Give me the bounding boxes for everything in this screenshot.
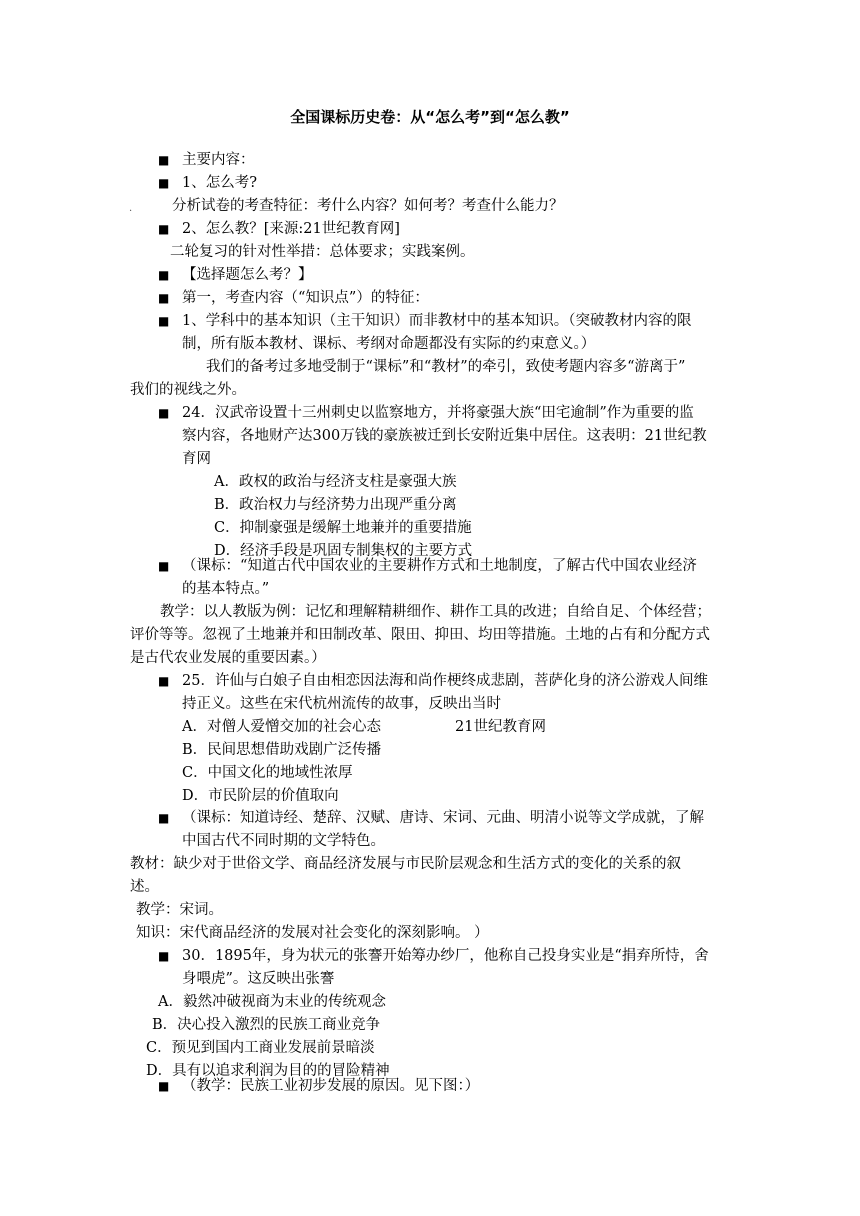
curriculum-note: （课标：“知道古代中国农业的主要耕作方式和土地制度，了解古代中国农业经济 bbox=[182, 558, 697, 574]
option-a: A．政权的政治与经济支柱是豪强大族 bbox=[214, 474, 457, 490]
source-tag: 21世纪教育网 bbox=[455, 719, 546, 735]
text-line: 主要内容： bbox=[182, 152, 255, 168]
text-line: 分析试卷的考查特征：考什么内容？如何考？考查什么能力？ bbox=[172, 198, 564, 214]
question-25-stem: 持正义。这些在宋代杭州流传的故事，反映出当时 bbox=[182, 696, 501, 712]
text-line: 【选择题怎么考？】 bbox=[182, 267, 313, 283]
question-24-stem: 24．汉武帝设置十三州刺史以监察地方，并将豪强大族“田宅逾制”作为重要的监 bbox=[182, 405, 694, 421]
text-line: 第一，考查内容（“知识点”）的特征： bbox=[182, 290, 429, 306]
bullet-marker: ■ bbox=[158, 1079, 170, 1093]
teaching-note: 教学：宋词。 bbox=[136, 902, 223, 918]
option-d: D．经济手段是巩固专制集权的主要方式 bbox=[214, 543, 473, 559]
bullet-marker: ■ bbox=[158, 811, 170, 825]
teaching-note: 评价等等。忽视了土地兼并和田制改革、限田、抑田、均田等措施。土地的占有和分配方式 bbox=[130, 627, 710, 643]
question-25-stem: 25．许仙与白娘子自由相恋因法海和尚作梗终成悲剧，菩萨化身的济公游戏人间维 bbox=[182, 673, 708, 689]
curriculum-note: 中国古代不同时期的文学特色。 bbox=[182, 833, 385, 849]
option-d: D．具有以追求利润为目的的冒险精神 bbox=[146, 1063, 390, 1079]
curriculum-note: 的基本特点。” bbox=[182, 581, 270, 597]
bullet-marker: ■ bbox=[158, 153, 170, 167]
option-b: B．政治权力与经济势力出现严重分离 bbox=[214, 497, 457, 513]
page-title: 全国课标历史卷：从“怎么考”到“怎么教” bbox=[290, 108, 570, 126]
curriculum-note: （课标：知道诗经、楚辞、汉赋、唐诗、宋词、元曲、明清小说等文学成就，了解 bbox=[182, 810, 704, 826]
teaching-note: 教学：以人教版为例：记忆和理解精耕细作、耕作工具的改进；自给自足、个体经营； bbox=[160, 604, 711, 620]
text-line: 二轮复习的针对性举措：总体要求；实践案例。 bbox=[170, 244, 475, 260]
bullet-marker: ■ bbox=[158, 949, 170, 963]
option-c: C．中国文化的地域性浓厚 bbox=[182, 765, 353, 781]
textbook-note: 教材：缺少对于世俗文学、商品经济发展与市民阶层观念和生活方式的变化的关系的叙 bbox=[130, 856, 681, 872]
option-c: C．抑制豪强是缓解土地兼并的重要措施 bbox=[214, 520, 472, 536]
question-24-stem: 育网 bbox=[182, 451, 211, 467]
text-line: 2、怎么教？[来源:21世纪教育网] bbox=[182, 221, 400, 237]
bullet-marker: ■ bbox=[158, 176, 170, 190]
bullet-marker: ■ bbox=[158, 268, 170, 282]
teaching-note: 是古代农业发展的重要因素。） bbox=[130, 650, 326, 666]
option-a: A．毅然冲破视商为末业的传统观念 bbox=[158, 994, 386, 1010]
knowledge-note: 知识：宋代商品经济的发展对社会变化的深刻影响。 ） bbox=[136, 925, 489, 941]
text-line: 1、怎么考? bbox=[182, 175, 257, 191]
bullet-marker: ■ bbox=[158, 222, 170, 236]
bullet-marker: ■ bbox=[158, 314, 170, 328]
stray-dot: . bbox=[129, 203, 133, 214]
teaching-note: （教学：民族工业初步发展的原因。见下图：） bbox=[182, 1078, 480, 1094]
bullet-marker: ■ bbox=[158, 559, 170, 573]
question-24-stem: 察内容，各地财产达300万钱的豪族被迁到长安附近集中居住。这表明：21世纪教 bbox=[182, 428, 707, 444]
question-30-stem: 身喂虎”。这反映出张謇 bbox=[182, 971, 335, 987]
question-30-stem: 30．1895年，身为状元的张謇开始筹办纱厂，他称自己投身实业是“捐弃所恃，舍 bbox=[182, 948, 709, 964]
text-line: 制，所有版本教材、课标、考纲对命题都没有实际的约束意义。） bbox=[182, 336, 596, 352]
bullet-marker: ■ bbox=[158, 406, 170, 420]
option-b: B．民间思想借助戏剧广泛传播 bbox=[182, 742, 382, 758]
text-line: 我们的视线之外。 bbox=[130, 382, 246, 398]
option-d: D．市民阶层的价值取向 bbox=[182, 788, 339, 804]
option-b: B．决心投入激烈的民族工商业竞争 bbox=[152, 1017, 381, 1033]
text-line: 我们的备考过多地受制于“课标”和“教材”的牵引，致使考题内容多“游离于” bbox=[206, 359, 686, 375]
text-line: 1、学科中的基本知识（主干知识）而非教材中的基本知识。（突破教材内容的限 bbox=[182, 313, 692, 329]
option-a: A．对僧人爱憎交加的社会心态 bbox=[182, 719, 381, 735]
option-c: C．预见到国内工商业发展前景暗淡 bbox=[146, 1040, 375, 1056]
bullet-marker: ■ bbox=[158, 674, 170, 688]
textbook-note: 述。 bbox=[130, 879, 159, 895]
bullet-marker: ■ bbox=[158, 291, 170, 305]
